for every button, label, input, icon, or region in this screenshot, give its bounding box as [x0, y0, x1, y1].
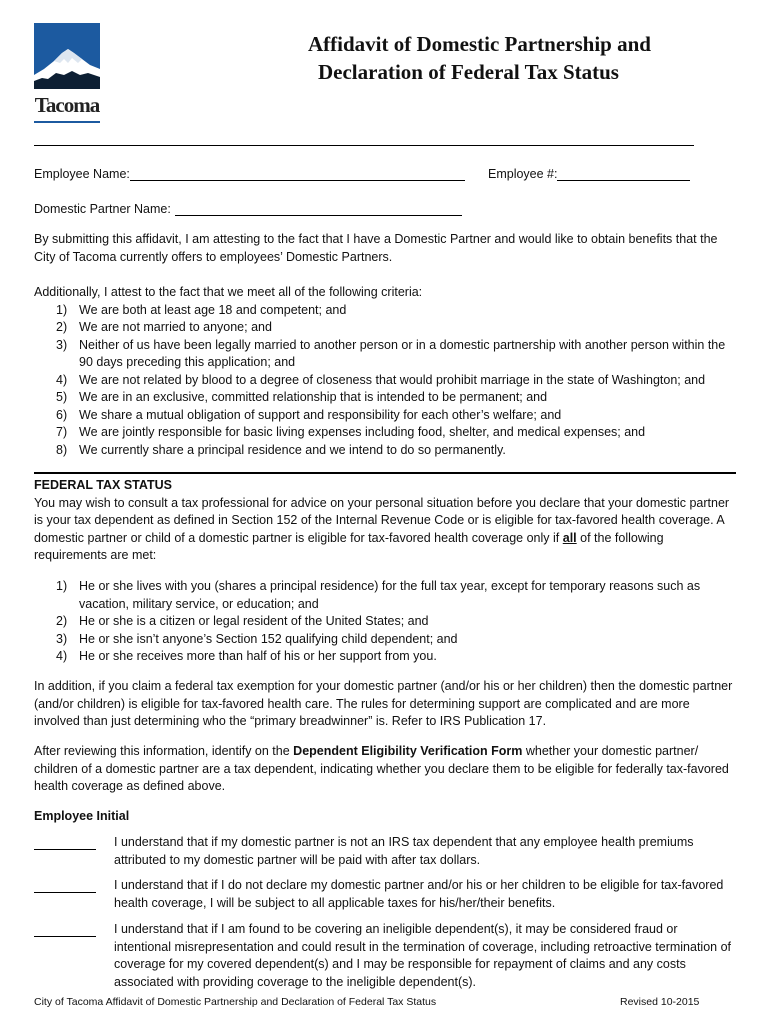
item-text: We are not related by blood to a degree of closeness that would prohibit marriage in the state of Washington; and — [79, 372, 706, 387]
item-text: We are in an exclusive, committed relationship that is intended to be permanent; and — [79, 390, 548, 404]
list-item — [34, 302, 734, 320]
item-number: 6) — [56, 407, 68, 422]
item-text: We are both at least age 18 and competent; and — [79, 302, 347, 317]
tax-p1-emphasis: all — [562, 530, 577, 545]
list-item — [34, 407, 734, 425]
list-item — [34, 319, 734, 337]
item-text: We are not married to anyone; and — [79, 320, 272, 334]
initial-field[interactable] — [34, 924, 96, 937]
employee-number-row — [488, 167, 690, 181]
attestation-paragraph: By submitting this affidavit, I am attesting to the fact that I have a Domestic Partner and would like to obtain benefits that the City of Tacoma currently offers to employees’ Domestic Partners. — [34, 232, 718, 264]
tax-paragraph-3 — [34, 743, 734, 796]
tax-p1-tail: of the following requirements are met: — [34, 530, 664, 562]
item-number: 4) — [56, 372, 68, 387]
acknowledgement-text: I understand that if I do not declare my domestic partner and/or his or her children to be eligible for tax-favored health coverage, I will be subject to all applicable taxes for his/her/their benefits. — [114, 878, 724, 910]
item-text: He or she isn’t anyone’s Section 152 qualifying child dependent; and — [79, 631, 458, 646]
tax-p1-text: You may wish to consult a tax professional for advice on your personal situation before you declare that your domestic partner is your tax dependent as defined in Section 152 of the Internal Revenue Code or is eligible for tax-favored health coverage. A domestic partner or child of a domestic partner is eligible for tax-favored health coverage only if — [34, 495, 730, 545]
tax-p3-tail: whether your domestic partner/ children of a domestic partner are a tax dependent, indicating whether you declare them to be eligible for federally tax-favored health coverage as defined above. — [34, 744, 729, 793]
initial-row — [34, 877, 734, 913]
employee-number-label: Employee #: — [488, 167, 558, 181]
logo-wordmark: Tacoma — [34, 89, 100, 121]
item-text: We share a mutual obligation of support and responsibility for each other’s welfare; and — [79, 407, 562, 422]
list-item — [34, 613, 734, 631]
item-text: Neither of us have been legally married to another person or in a domestic partnership with another person within the 90 days preceding this application; and — [79, 337, 726, 369]
initial-field[interactable] — [34, 880, 96, 893]
footer-revision: Revised 10-2015 — [620, 996, 700, 1008]
city-logo — [34, 23, 100, 123]
tax-paragraph-1 — [34, 495, 734, 565]
tax-status-heading: FEDERAL TAX STATUS — [34, 478, 172, 492]
partner-name-field[interactable] — [175, 202, 462, 216]
employee-number-field[interactable] — [557, 167, 690, 181]
employee-name-field[interactable] — [130, 167, 465, 181]
item-text: We currently share a principal residence and we intend to do so permanently. — [79, 442, 506, 457]
item-number: 3) — [56, 631, 68, 646]
criteria-list — [34, 302, 734, 460]
item-number: 7) — [56, 425, 68, 439]
list-item — [34, 578, 734, 613]
list-item — [34, 648, 734, 666]
title-line-2: Declaration of Federal Tax Status — [318, 60, 619, 84]
employee-name-label: Employee Name: — [34, 167, 130, 181]
item-number: 1) — [56, 579, 68, 593]
criteria-section — [34, 284, 734, 459]
item-number: 1) — [56, 302, 68, 317]
item-text: He or she is a citizen or legal resident of the United States; and — [79, 614, 429, 628]
tax-p3-text: After reviewing this information, identify on the — [34, 744, 290, 758]
list-item — [34, 372, 734, 390]
requirements-list — [34, 578, 734, 666]
item-number: 2) — [56, 320, 68, 334]
item-text: He or she receives more than half of his or her support from you. — [79, 649, 437, 663]
item-number: 8) — [56, 442, 68, 457]
list-item — [34, 389, 734, 407]
list-item — [34, 337, 734, 372]
item-number: 2) — [56, 614, 68, 628]
mountain-icon — [34, 23, 100, 89]
tax-paragraph-2: In addition, if you claim a federal tax exemption for your domestic partner (and/or his or her children) then the domestic partner (and/or children) is eligible for tax-favored health care. The rules for determining support are complicated and are more involved than just determining who the “primary breadwinner” is. Refer to IRS Publication 17. — [34, 679, 733, 728]
tax-status-section — [34, 477, 734, 565]
item-text: He or she lives with you (shares a principal residence) for the full tax year, except for temporary reasons such as vacation, military service, or education; and — [79, 579, 701, 611]
title-line-1: Affidavit of Domestic Partnership and — [308, 32, 651, 56]
list-item — [34, 424, 734, 442]
initial-row — [34, 921, 734, 991]
item-text: We are jointly responsible for basic living expenses including food, shelter, and medical expenses; and — [79, 425, 646, 439]
criteria-lead: Additionally, I attest to the fact that we meet all of the following criteria: — [34, 285, 423, 299]
requirements-section — [34, 578, 734, 666]
form-reference: Dependent Eligibility Verification Form — [293, 744, 523, 758]
acknowledgement-text: I understand that if my domestic partner is not an IRS tax dependent that any employee health premiums attributed to my domestic partner will be paid with after tax dollars. — [114, 835, 694, 867]
list-item — [34, 442, 734, 460]
item-number: 3) — [56, 337, 68, 352]
footer-title: City of Tacoma Affidavit of Domestic Partnership and Declaration of Federal Tax Status — [34, 996, 437, 1008]
item-number: 4) — [56, 649, 68, 663]
section-divider — [34, 472, 736, 474]
document-title — [300, 30, 740, 86]
acknowledgement-text: I understand that if I am found to be covering an ineligible dependent(s), it may be considered fraud or intentional misrepresentation and could result in the termination of coverage, including retroactive termination of coverage for my covered dependent(s) and I may be responsible for repayment of claims and any costs associated with providing coverage to the ineligible dependent(s). — [114, 922, 732, 989]
partner-name-row — [34, 202, 462, 216]
initial-field[interactable] — [34, 837, 96, 850]
employee-name-row — [34, 167, 465, 181]
initial-row — [34, 834, 734, 870]
item-number: 5) — [56, 390, 68, 404]
list-item — [34, 631, 734, 649]
partner-name-label: Domestic Partner Name: — [34, 202, 171, 216]
employee-initial-heading: Employee Initial — [34, 809, 130, 823]
header-divider — [34, 145, 694, 146]
